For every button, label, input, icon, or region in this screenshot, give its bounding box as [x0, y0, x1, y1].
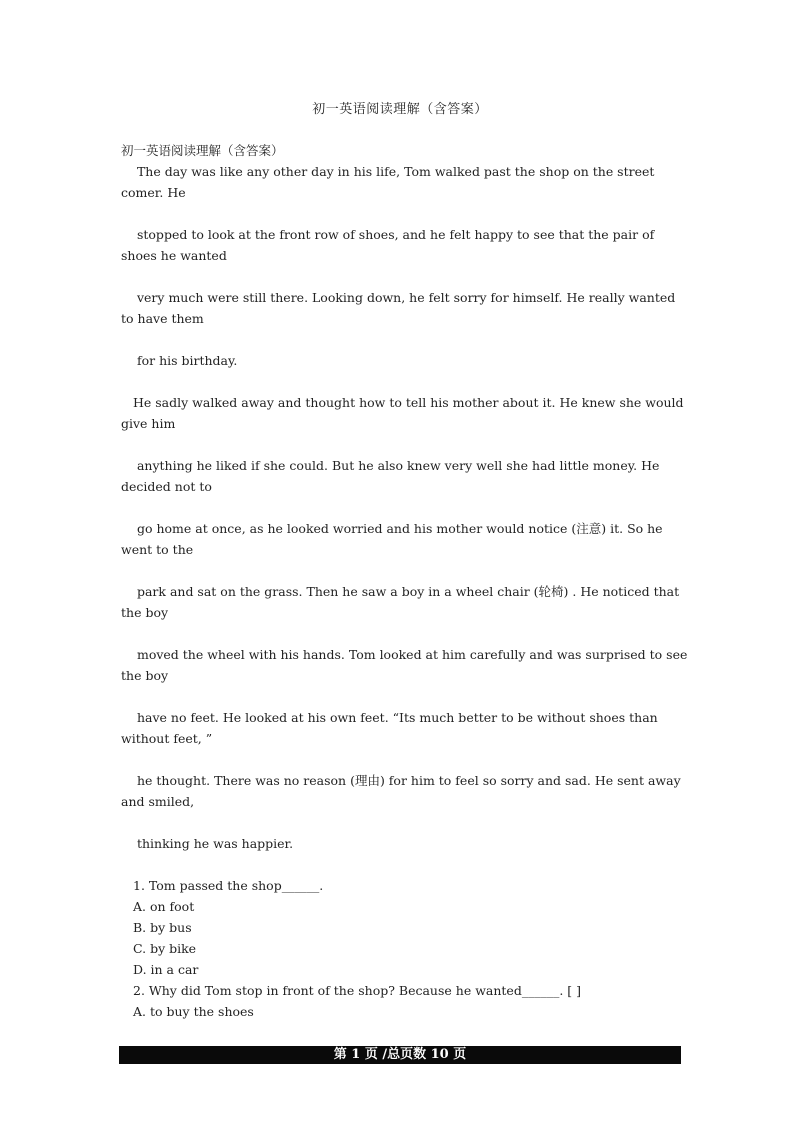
passage-line: have no feet. He looked at his own feet. “Its much better to be without shoes than: [133, 710, 658, 725]
passage-line: go home at once, as he looked worried and his mother would notice (注意) it. So he: [133, 521, 663, 536]
passage-line: park and sat on the grass. Then he saw a boy in a wheel chair (轮椅) . He noticed that: [133, 584, 680, 599]
passage-line-continued: and smiled,: [121, 794, 195, 809]
passage-line-continued: without feet, ”: [121, 731, 213, 746]
passage-line-continued: comer. He: [121, 185, 186, 200]
passage-line: stopped to look at the front row of shoes, and he felt happy to see that the pair of: [133, 227, 655, 242]
questions: [121, 875, 686, 1022]
question-line: 2. Why did Tom stop in front of the shop? Because he wanted______. [ ]: [133, 983, 581, 998]
question-line: A. on foot: [133, 899, 195, 914]
passage-line: moved the wheel with his hands. Tom looked at him carefully and was surprised to see: [133, 647, 688, 662]
passage-line-continued: the boy: [121, 605, 169, 620]
passage-line: for his birthday.: [133, 353, 238, 368]
document-body: [121, 140, 686, 1022]
passage-line-continued: shoes he wanted: [121, 248, 227, 263]
passage-line-continued: went to the: [121, 542, 194, 557]
passage-line: anything he liked if she could. But he also knew very well she had little money. He: [133, 458, 660, 473]
question-line: B. by bus: [133, 920, 192, 935]
passage-line: The day was like any other day in his life, Tom walked past the shop on the street: [133, 164, 655, 179]
passage-line: thinking he was happier.: [133, 836, 294, 851]
question-line: D. in a car: [133, 962, 199, 977]
passage: [121, 161, 686, 854]
question-line: A. to buy the shoes: [133, 1004, 254, 1019]
question-line: 1. Tom passed the shop______.: [133, 878, 324, 893]
passage-line-continued: decided not to: [121, 479, 212, 494]
passage-line: very much were still there. Looking down, he felt sorry for himself. He really wanted: [133, 290, 676, 305]
passage-line: he thought. There was no reason (理由) for him to feel so sorry and sad. He sent away: [133, 773, 681, 788]
page-title: 初一英语阅读理解（含答案）: [312, 102, 488, 117]
page-footer: 第 1 页 /总页数 10 页: [119, 1046, 681, 1064]
passage-line-continued: the boy: [121, 668, 169, 683]
passage-line-continued: to have them: [121, 311, 204, 326]
passage-line-continued: give him: [121, 416, 176, 431]
passage-line: He sadly walked away and thought how to tell his mother about it. He knew she would: [133, 395, 684, 410]
document-subtitle: 初一英语阅读理解（含答案）: [121, 143, 284, 158]
question-line: C. by bike: [133, 941, 197, 956]
